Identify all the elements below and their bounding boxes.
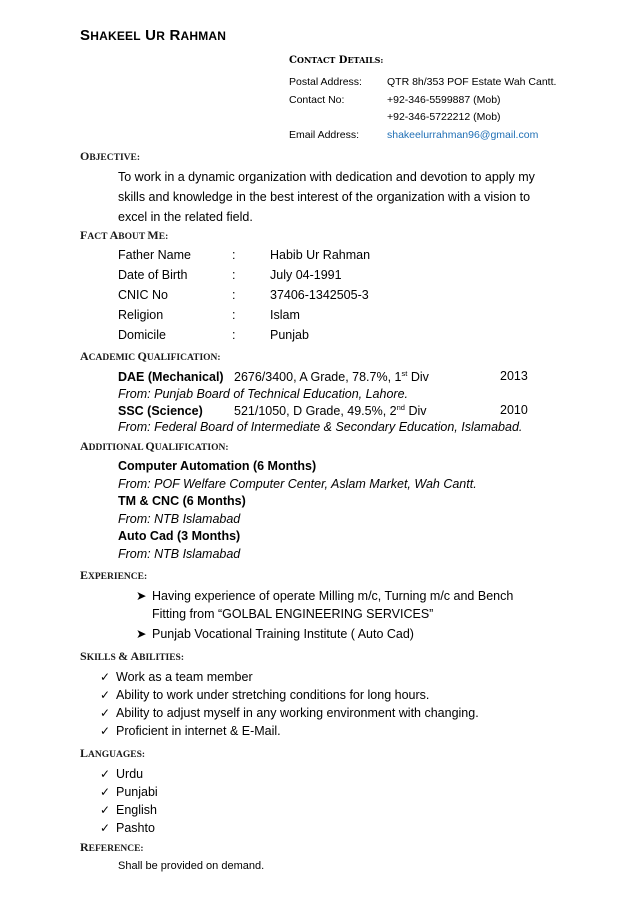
academic-heading: ACADEMIC QUALIFICATION: [80, 349, 221, 363]
language-item: ✓ English [100, 803, 157, 817]
checkmark-icon: ✓ [100, 767, 111, 781]
fact-separator: : [232, 248, 236, 262]
phone-label: Contact No: [289, 94, 345, 106]
skill-item: ✓ Ability to work under stretching conditions for long hours. [100, 688, 430, 702]
language-item: ✓ Pashto [100, 821, 155, 835]
checkmark-icon: ✓ [100, 785, 111, 799]
arrow-bullet-icon: ➤ [136, 589, 147, 603]
applicant-name: SHAKEEL UR RAHMAN [80, 27, 227, 44]
fact-separator: : [232, 288, 236, 302]
skill-item: ✓ Ability to adjust myself in any working environment with changing. [100, 706, 479, 720]
fact-value: Islam [270, 308, 300, 322]
academic-board: From: Federal Board of Intermediate & Secondary Education, Islamabad. [118, 420, 523, 434]
email-link[interactable]: shakeelurrahman96@gmail.com [387, 129, 539, 141]
postal-value: QTR 8h/353 POF Estate Wah Cantt. [387, 76, 557, 88]
fact-value: July 04-1991 [270, 268, 342, 282]
fact-value: Habib Ur Rahman [270, 248, 371, 262]
course-institute: From: NTB Islamabad [118, 547, 241, 561]
course-title: Computer Automation (6 Months) [118, 459, 317, 473]
academic-board: From: Punjab Board of Technical Education, Lahore. [118, 387, 408, 401]
academic-year: 2010 [500, 403, 528, 417]
checkmark-icon: ✓ [100, 688, 111, 702]
skill-item: ✓ Proficient in internet & E-Mail. [100, 724, 281, 738]
fact-label: Date of Birth [118, 268, 188, 282]
course-title: TM & CNC (6 Months) [118, 494, 246, 508]
arrow-bullet-icon: ➤ [136, 627, 147, 641]
skills-heading: SKILLS & ABILITIES: [80, 649, 185, 663]
languages-heading: LANGUAGES: [80, 746, 146, 760]
checkmark-icon: ✓ [100, 724, 111, 738]
checkmark-icon: ✓ [100, 821, 111, 835]
language-item: ✓ Punjabi [100, 785, 158, 799]
experience-item-continued: Fitting from “GOLBAL ENGINEERING SERVICES” [152, 607, 434, 621]
academic-item: SSC (Science) 521/1050, D Grade, 49.5%, 2nd Div [118, 403, 427, 418]
checkmark-icon: ✓ [100, 803, 111, 817]
fact-separator: : [232, 308, 236, 322]
objective-heading: OBJECTIVE: [80, 149, 141, 163]
phone-1: +92-346-5599887 (Mob) [387, 94, 501, 106]
academic-item: DAE (Mechanical) 2676/3400, A Grade, 78.7%, 1st Div [118, 369, 429, 384]
checkmark-icon: ✓ [100, 706, 111, 720]
fact-separator: : [232, 328, 236, 342]
fact-label: Domicile [118, 328, 166, 342]
experience-item: ➤ Having experience of operate Milling m/c, Turning m/c and Bench [136, 589, 514, 603]
checkmark-icon: ✓ [100, 670, 111, 684]
contact-details-heading: CONTACT DETAILS: [289, 55, 384, 66]
additional-qualification-heading: ADDITIONAL QUALIFICATION: [80, 439, 229, 453]
fact-label: Religion [118, 308, 164, 322]
fact-label: CNIC No [118, 288, 169, 302]
course-institute: From: NTB Islamabad [118, 512, 241, 526]
course-institute: From: POF Welfare Computer Center, Aslam Market, Wah Cantt. [118, 477, 477, 491]
phone-2: +92-346-5722212 (Mob) [387, 111, 501, 123]
experience-heading: EXPERIENCE: [80, 568, 148, 582]
language-item: ✓ Urdu [100, 767, 144, 781]
skill-item: ✓ Work as a team member [100, 670, 253, 684]
postal-label: Postal Address: [289, 76, 362, 88]
academic-year: 2013 [500, 369, 528, 383]
fact-separator: : [232, 268, 236, 282]
email-label: Email Address: [289, 129, 360, 141]
objective-text: To work in a dynamic organization with dedication and devotion to apply my skills and knowledge in the best interest of the organization with a vision to excel in the related field. [118, 170, 535, 224]
fact-value: Punjab [270, 328, 309, 342]
fact-value: 37406-1342505-3 [270, 288, 369, 302]
experience-item: ➤ Punjab Vocational Training Institute ( Auto Cad) [136, 627, 414, 641]
fact-about-me-heading: FACT ABOUT ME: [80, 228, 169, 242]
reference-heading: REFERENCE: [80, 840, 144, 854]
reference-text: Shall be provided on demand. [118, 860, 265, 872]
fact-label: Father Name [118, 248, 191, 262]
course-title: Auto Cad (3 Months) [118, 529, 241, 543]
